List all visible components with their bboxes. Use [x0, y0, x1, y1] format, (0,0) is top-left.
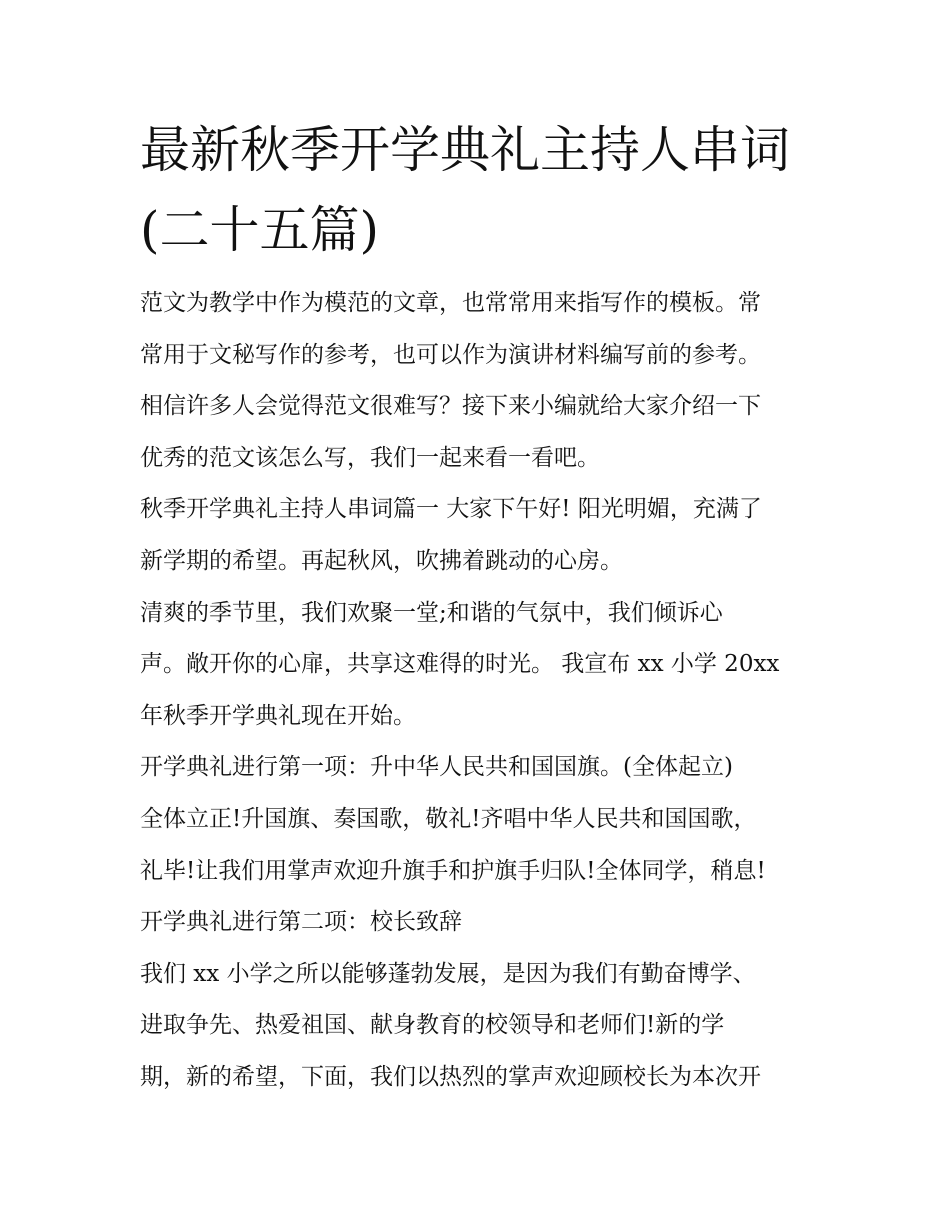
text-line: 新学期的希望。再起秋风，吹拂着跳动的心房。: [140, 547, 623, 574]
text-line: 进取争先、热爱祖国、献身教育的校领导和老师们!新的学: [140, 1012, 725, 1039]
document-body: [140, 278, 820, 1104]
text-line: 期，新的希望，下面，我们以热烈的掌声欢迎顾校长为本次开: [140, 1063, 761, 1090]
text-line: 秋季开学典礼主持人串词篇一 大家下午好! 阳光明媚，充满了: [140, 496, 762, 523]
title-line-2: (二十五篇): [140, 201, 380, 259]
text-line: 年秋季开学典礼现在开始。: [140, 702, 416, 729]
text-line: 我们 xx 小学之所以能够蓬勃发展，是因为我们有勤奋博学、: [140, 960, 756, 987]
title-line-1: 最新秋季开学典礼主持人串词: [140, 121, 790, 179]
text-line: 优秀的范文该怎么写，我们一起来看一看吧。: [140, 444, 600, 471]
text-line: 清爽的季节里，我们欢聚一堂;和谐的气氛中，我们倾诉心: [140, 599, 723, 626]
text-line: 礼毕!让我们用掌声欢迎升旗手和护旗手归队!全体同学，稍息!: [140, 857, 766, 884]
text-line: 范文为教学中作为模范的文章，也常常用来指写作的模板。常: [140, 290, 761, 316]
document-title: [140, 110, 830, 270]
text-line: 声。敞开你的心扉，共享这难得的时光。 我宣布 xx 小学 20xx: [140, 651, 780, 678]
text-line: 开学典礼进行第二项：校长致辞: [140, 909, 462, 936]
text-line: 开学典礼进行第一项：升中华人民共和国国旗。(全体起立): [140, 754, 733, 781]
text-line: 相信许多人会觉得范文很难写？接下来小编就给大家介绍一下: [140, 393, 761, 420]
text-line: 全体立正!升国旗、奏国歌，敬礼!齐唱中华人民共和国国歌，: [140, 805, 757, 832]
text-line: 常用于文秘写作的参考，也可以作为演讲材料编写前的参考。: [140, 341, 761, 368]
